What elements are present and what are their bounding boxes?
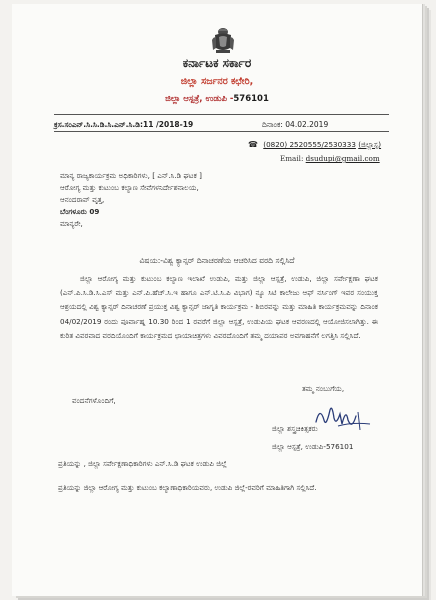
email-address[interactable]: dsudupi@gmail.com — [305, 154, 380, 163]
phone-line — [248, 140, 381, 150]
address-pincode: 576101 — [233, 94, 269, 104]
phone-numbers: (0820) 2520555/2530333 — [263, 140, 356, 149]
date-label: ದಿನಾಂಕ: — [262, 120, 283, 129]
addressee-line-2: ಆರೋಗ್ಯ ಮತ್ತು ಕುಟುಂಬ ಕಲ್ಯಾಣ ಸೇವೆಗಳನಿರ್ದೇಶನಾಲಯ, — [60, 183, 199, 192]
letter-date — [262, 120, 328, 130]
signatory-place: ಜಿಲ್ಲಾ ಆಸ್ಪತ್ರೆ, ಉಡುಪಿ-576101 — [272, 442, 354, 451]
telephone-icon: ☎ — [248, 140, 258, 149]
email-line — [280, 154, 380, 163]
addressee-line-1: ಮಾನ್ಯ ರಾಜ್ಯಕಾರ್ಯಕ್ರಮ ಅಧಿಕಾರಿಗಳು, [ ಎನ್.ಸಿ.ಡಿ ಘಟಕ ] — [60, 171, 202, 180]
header-rule-bottom — [54, 131, 389, 132]
addressee-line-4: ಬೆಂಗಳೂರು 09 — [60, 207, 100, 216]
closing-greeting: ವಂದನೆಗಳೊಂದಿಗೆ, — [72, 396, 116, 405]
signatory-title: ಜಿಲ್ಲಾ ಶಸ್ತ್ರಚಿಕಿತ್ಸಕರು — [272, 424, 318, 433]
government-title: ಕರ್ನಾಟಕ ಸರ್ಕಾರ — [182, 56, 252, 70]
office-address — [12, 94, 422, 104]
letter-body: ಜಿಲ್ಲಾ ಆರೋಗ್ಯ ಮತ್ತು ಕುಟುಂಬ ಕಲ್ಯಾಣ ಇಲಾಖೆ ಉಡುಪಿ, ಮತ್ತು ಜಿಲ್ಲಾ ಆಸ್ಪತ್ರೆ, ಉಡುಪಿ, ಜಿಲ್ಲಾ ಸರ್ವೇಕ್ಷಣಾ ಘಟಕ (ಎನ್.ಪಿ.ಸಿ.ಡಿ.ಸಿ.ಎಸ್ ಮತ್ತು ಎನ್.ಪಿ.ಹೆಚ್.ಸಿ.ಇ ಹಾಗೂ ಎನ್.ಟಿ.ಸಿ.ಪಿ ವಿಭಾಗ) ನ್ಯೂ ಸಿಟಿ ಕಾಲೇಜು ಆಫ್ ನರ್ಸಿಂಗ್ ಇವರ ಸಂಯುಕ್ತ ಆಶ್ರಯದಲ್ಲಿ ವಿಶ್ವ ಕ್ಯಾನ್ಸರ್ ದಿನಾಚರಣೆ ಪ್ರಯುಕ್ತ ವಿಶ್ವ ಕ್ಯಾನ್ಸರ್ ಜಾಗೃತಿ ಕಾರ್ಯಕ್ರಮ - ಶಿಬಿರವನ್ನು ಮತ್ತು ಮಾಹಿತಿ ಕಾರ್ಯಕ್ರಮವನ್ನು ದಿನಾಂಕ 04/02/2019 ರಂದು ಪೂರ್ವಾಹ್ನ 10.30 ರಿಂದ 1 ರವರೆಗೆ ಜಿಲ್ಲಾ ಆಸ್ಪತ್ರೆ, ಉಡುಪಿಯ ಘಟಕ ಆವರಣದಲ್ಲಿ ಆಯೋಜಿಸಲಾಗಿತ್ತು. ಈ ಕುರಿತ ವಿವರವಾದ ವರದಿಯೊಂದಿಗೆ ಕಾರ್ಯಕ್ರಮದ ಛಾಯಾಚಿತ್ರಗಳು ವಿವರದೊಂದಿಗೆ ತಮ್ಮ ದಯಾಪರ ಅವಗಾಹನೆಗೆ ಲಗತ್ತಿಸಿ ಸಲ್ಲಿಸಿದೆ. — [60, 274, 378, 340]
reference-number: ಕ್ರಸ.ಸಂಎನ್.ಸಿ.ಸಿ.ಡಿ.ಸಿ.ಎನ್.ಸಿ.ಡಿ:11 /2018-19 — [54, 120, 194, 129]
copy-to-1: ಪ್ರತಿಯನ್ನು , ಜಿಲ್ಲಾ ಸರ್ವೇಕ್ಷಣಾಧಿಕಾರಿಗಳು ಎನ್.ಸಿ.ಡಿ ಘಟಕ ಉಡುಪಿ ಜಿಲ್ಲೆ — [58, 459, 227, 468]
karnataka-emblem-icon — [210, 26, 236, 54]
letter-page — [12, 4, 423, 596]
date-value: 04.02.2019 — [285, 120, 329, 129]
email-label: Email: — [280, 154, 304, 163]
closing-yours: ತಮ್ಮ ನಂಬುಗೆಯ, — [302, 384, 345, 393]
address-text: ಜಿಲ್ಲಾ ಆಸ್ಪತ್ರೆ, ಉಡುಪಿ - — [165, 94, 234, 104]
addressee-line-3: ಆನಂದರಾವ್ ವೃತ್ತ, — [60, 195, 105, 204]
letter-subject: ವಿಷಯ:-ವಿಶ್ವ ಕ್ಯಾನ್ಸರ್ ದಿನಾಚರಣೆಯ ಆಚರಿಸಿದ ವರದಿ ಸಲ್ಲಿಸಿದೆ — [139, 256, 295, 265]
addressee-block — [60, 170, 202, 230]
copy-to-2: ಪ್ರತಿಯನ್ನು ಜಿಲ್ಲಾ ಆರೋಗ್ಯ ಮತ್ತು ಕುಟುಂಬ ಕಲ್ಯಾಣಾಧಿಕಾರಿಯವರು, ಉಡುಪಿ ಜಿಲ್ಲೆ-ರವರಿಗೆ ಮಾಹಿತಿಗಾಗಿ ಸಲ್ಲಿಸಿದೆ. — [58, 483, 317, 492]
header-rule-top — [54, 114, 389, 115]
salutation: ಮಾನ್ಯರೇ, — [60, 219, 83, 228]
phone-suffix: (ಜಿಲ್ಲಾಸ್ಪ) — [358, 140, 382, 149]
office-name: ಜಿಲ್ಲಾ ಸರ್ಜನರ ಕಛೇರಿ, — [180, 76, 254, 87]
handwritten-signature — [312, 400, 372, 434]
